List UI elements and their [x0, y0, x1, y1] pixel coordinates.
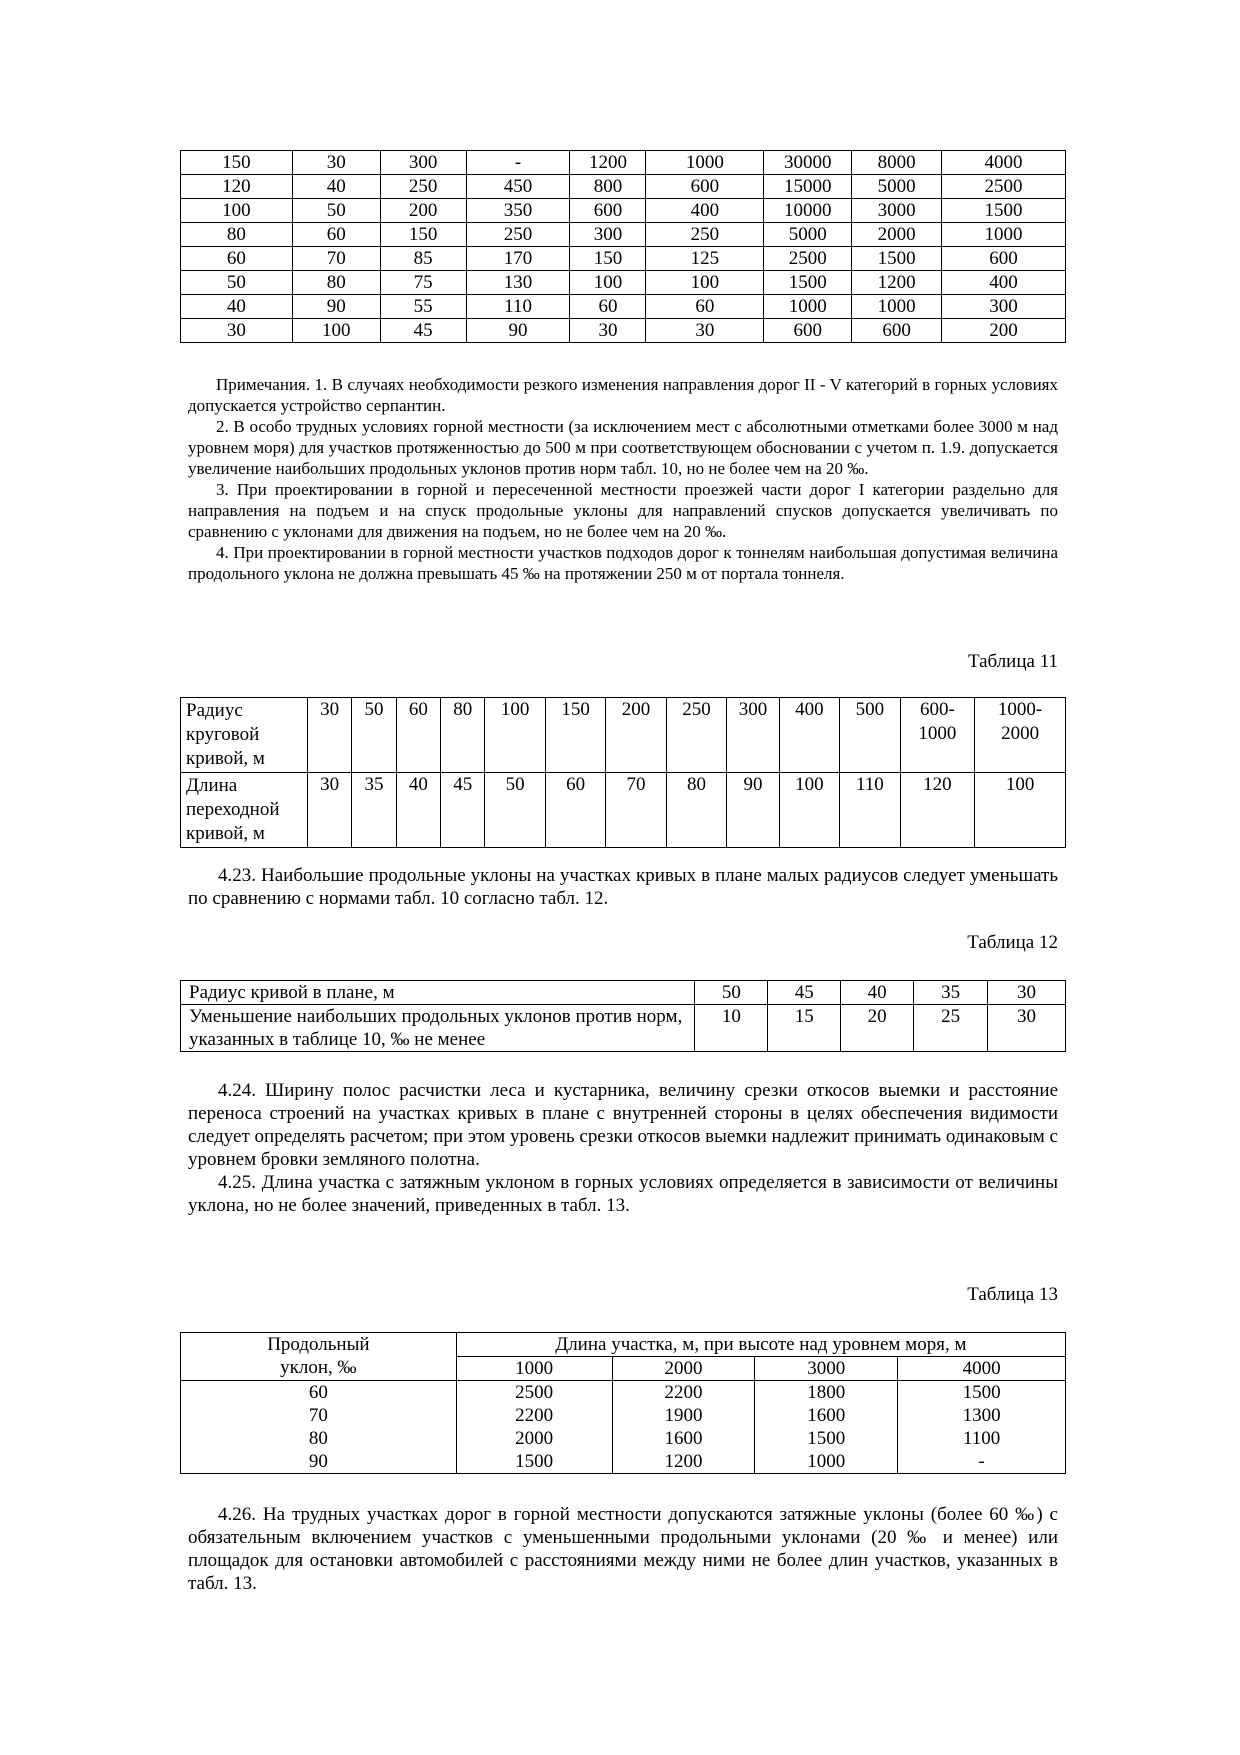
table-cell: 1000 [764, 295, 852, 319]
transition-length-value: 100 [779, 773, 839, 848]
table-cell: 30 [570, 319, 646, 343]
table-13 [180, 1332, 1066, 1474]
table-cell: 1000 [852, 295, 942, 319]
table-cell: 60 [570, 295, 646, 319]
table-cell: 70 [292, 247, 380, 271]
table-row [181, 151, 1066, 175]
table-cell: 1000 [942, 223, 1066, 247]
grade-reduction-value: 20 [841, 1005, 914, 1052]
table-cell: 1800 [755, 1381, 898, 1405]
transition-length-value: 90 [727, 773, 779, 848]
table-12-caption: Таблица 12 [967, 932, 1058, 953]
table-row [181, 1427, 1066, 1450]
table-cell: 400 [646, 199, 764, 223]
table-row [181, 271, 1066, 295]
note-3: 3. При проектировании в горной и пересеченной местности проезжей части дорог I категории раздельно для направления на подъем и на спуск продольные уклоны для направлений спусков допускается увеличивать по сравнению с уклонами для движения на подъем, но не более чем на 20 ‰. [188, 480, 1058, 541]
curve-radius-value: 40 [841, 981, 914, 1005]
table-cell: 1000 [646, 151, 764, 175]
radius-value: 200 [606, 698, 666, 773]
table-row [181, 1381, 1066, 1405]
transition-length-value: 45 [441, 773, 485, 848]
table-cell: 250 [646, 223, 764, 247]
transition-length-value: 35 [352, 773, 396, 848]
table-cell: - [898, 1450, 1066, 1474]
table-cell: 2000 [852, 223, 942, 247]
radius-value: 500 [840, 698, 900, 773]
table-cell: 1100 [898, 1427, 1066, 1450]
table-cell: 1500 [942, 199, 1066, 223]
table-cell: 110 [466, 295, 570, 319]
table-cell: 55 [380, 295, 466, 319]
transition-length-value: 30 [308, 773, 352, 848]
grade-reduction-value: 10 [695, 1005, 768, 1052]
table-cell: 40 [181, 295, 293, 319]
table-cell: 40 [292, 175, 380, 199]
table-cell: 90 [181, 1450, 457, 1474]
table-cell: 60 [181, 1381, 457, 1405]
table-cell: 60 [181, 247, 293, 271]
table-cell: 60 [646, 295, 764, 319]
radius-value: 150 [545, 698, 605, 773]
transition-length-value: 60 [545, 773, 605, 848]
table-cell: 2500 [942, 175, 1066, 199]
radius-value: 100 [485, 698, 545, 773]
table-cell: 90 [466, 319, 570, 343]
table-cell: 50 [181, 271, 293, 295]
table-cell: 2500 [456, 1381, 612, 1405]
table-cell: 10000 [764, 199, 852, 223]
table-cell: 600 [646, 175, 764, 199]
row-label-radius: Радиус круговой кривой, м [181, 698, 308, 773]
transition-length-value: 110 [840, 773, 900, 848]
table-cell: 130 [466, 271, 570, 295]
table-cell: 8000 [852, 151, 942, 175]
table-cell: 1500 [456, 1450, 612, 1474]
table-cell: 200 [380, 199, 466, 223]
table-cell: 100 [646, 271, 764, 295]
altitude-header: 3000 [755, 1357, 898, 1381]
radius-value: 600- 1000 [900, 698, 975, 773]
row-label-transition-length: Длина переходной кривой, м [181, 773, 308, 848]
table-cell: 2500 [764, 247, 852, 271]
table-cell: 170 [466, 247, 570, 271]
table-cell: 85 [380, 247, 466, 271]
table-cell: 600 [942, 247, 1066, 271]
table-cell: 600 [764, 319, 852, 343]
table-cell: 3000 [852, 199, 942, 223]
radius-value: 50 [352, 698, 396, 773]
table-row [181, 175, 1066, 199]
table-cell: 100 [292, 319, 380, 343]
table-11-caption: Таблица 11 [967, 651, 1058, 672]
row-label-grade-reduction: Уменьшение наибольших продольных уклонов против норм, указанных в таблице 10, ‰ не менее [181, 1005, 695, 1052]
table-11 [180, 697, 1066, 848]
table-cell: 1600 [612, 1427, 755, 1450]
table-cell: 450 [466, 175, 570, 199]
table-cell: 90 [292, 295, 380, 319]
table-cell: 300 [942, 295, 1066, 319]
table-cell: 30 [646, 319, 764, 343]
table-cell: 50 [292, 199, 380, 223]
table-cell: 1200 [612, 1450, 755, 1474]
table-row [181, 1450, 1066, 1474]
table-cell: 120 [181, 175, 293, 199]
paragraph-4-24: 4.24. Ширину полос расчистки леса и кустарника, величину срезки откосов выемки и расстояние переноса строений на участках кривых в плане с внутренней стороны в целях обеспечения видимости следует определять расчетом; при этом уровень срезки откосов выемки надлежит принимать одинаковым с уровнем бровки земляного полотна. [188, 1080, 1058, 1170]
altitude-header: 4000 [898, 1357, 1066, 1381]
table-cell: 1300 [898, 1404, 1066, 1427]
radius-value: 300 [727, 698, 779, 773]
table-cell: 30000 [764, 151, 852, 175]
transition-length-value: 100 [975, 773, 1066, 848]
table-row [181, 199, 1066, 223]
paragraph-4-25: 4.25. Длина участка с затяжным уклоном в горных условиях определяется в зависимости от величины уклона, но не более значений, приведенных в табл. 13. [188, 1172, 1058, 1216]
table-cell: 1500 [755, 1427, 898, 1450]
curve-radius-value: 35 [914, 981, 988, 1005]
table-cell: 45 [380, 319, 466, 343]
table-row [181, 247, 1066, 271]
altitude-header: 1000 [456, 1357, 612, 1381]
table-cell: 100 [181, 199, 293, 223]
curve-radius-value: 30 [988, 981, 1066, 1005]
grade-reduction-value: 25 [914, 1005, 988, 1052]
table-cell: 125 [646, 247, 764, 271]
table-cell: 2200 [456, 1404, 612, 1427]
table-row [181, 223, 1066, 247]
table-13-caption: Таблица 13 [967, 1284, 1058, 1305]
note-1: Примечания. 1. В случаях необходимости резкого изменения направления дорог II - V категорий в горных условиях допускается устройство серпантин. [188, 375, 1058, 415]
table-cell: 30 [292, 151, 380, 175]
table-cell: 600 [852, 319, 942, 343]
table-10-notes [188, 374, 1058, 584]
altitude-header: 2000 [612, 1357, 755, 1381]
transition-length-value: 50 [485, 773, 545, 848]
table-cell: 15000 [764, 175, 852, 199]
radius-value: 250 [666, 698, 726, 773]
transition-length-value: 120 [900, 773, 975, 848]
table-cell: 1200 [852, 271, 942, 295]
grade-reduction-value: 15 [768, 1005, 841, 1052]
table-cell: 1500 [852, 247, 942, 271]
table-cell: 5000 [852, 175, 942, 199]
table-cell: 4000 [942, 151, 1066, 175]
transition-length-value: 40 [396, 773, 440, 848]
table-cell: 150 [570, 247, 646, 271]
table-cell: 150 [181, 151, 293, 175]
table-cell: 5000 [764, 223, 852, 247]
table-cell: - [466, 151, 570, 175]
header-length: Длина участка, м, при высоте над уровнем моря, м [456, 1333, 1065, 1357]
table-cell: 600 [570, 199, 646, 223]
table-cell: 1000 [755, 1450, 898, 1474]
table-row [181, 319, 1066, 343]
note-2: 2. В особо трудных условиях горной местности (за исключением мест с абсолютными отметками более 3000 м над уровнем моря) для участков протяженностью до 500 м при соответствующем обосновании с учетом п. 1.9. допускается увеличение наибольших продольных уклонов против норм табл. 10, но не более чем на 20 ‰. [188, 417, 1058, 478]
table-cell: 75 [380, 271, 466, 295]
paragraph-4-26: 4.26. На трудных участках дорог в горной местности допускаются затяжные уклоны (более 60 ‰) с обязательным включением участков с уменьшенными продольными уклонами (20 ‰ и менее) или площадок для остановки автомобилей с расстояниями между ними не более длин участков, указанных в табл. 13. [188, 1504, 1058, 1594]
row-label-curve-radius: Радиус кривой в плане, м [181, 981, 695, 1005]
table-cell: 250 [466, 223, 570, 247]
transition-length-value: 70 [606, 773, 666, 848]
table-row [181, 1404, 1066, 1427]
note-4: 4. При проектировании в горной местности участков подходов дорог к тоннелям наибольшая допустимая величина продольного уклона не должна превышать 45 ‰ на протяжении 250 м от портала тоннеля. [188, 543, 1058, 583]
table-cell: 150 [380, 223, 466, 247]
radius-value: 60 [396, 698, 440, 773]
table-10-continuation [180, 150, 1066, 343]
table-cell: 1500 [764, 271, 852, 295]
table-cell: 80 [292, 271, 380, 295]
radius-value: 1000- 2000 [975, 698, 1066, 773]
table-cell: 300 [570, 223, 646, 247]
table-cell: 30 [181, 319, 293, 343]
table-cell: 300 [380, 151, 466, 175]
table-cell: 60 [292, 223, 380, 247]
radius-value: 30 [308, 698, 352, 773]
table-cell: 80 [181, 223, 293, 247]
paragraph-4-23: 4.23. Наибольшие продольные уклоны на участках кривых в плане малых радиусов следует уменьшать по сравнению с нормами табл. 10 согласно табл. 12. [188, 865, 1058, 909]
paragraphs-4-24-4-25 [188, 1079, 1058, 1217]
table-cell: 100 [570, 271, 646, 295]
table-12 [180, 980, 1066, 1052]
table-cell: 1500 [898, 1381, 1066, 1405]
table-row [181, 295, 1066, 319]
table-cell: 800 [570, 175, 646, 199]
radius-value: 80 [441, 698, 485, 773]
table-cell: 80 [181, 1427, 457, 1450]
table-cell: 200 [942, 319, 1066, 343]
radius-value: 400 [779, 698, 839, 773]
curve-radius-value: 45 [768, 981, 841, 1005]
table-cell: 400 [942, 271, 1066, 295]
table-cell: 1200 [570, 151, 646, 175]
header-grade: Продольный уклон, ‰ [181, 1333, 457, 1381]
table-cell: 70 [181, 1404, 457, 1427]
transition-length-value: 80 [666, 773, 726, 848]
grade-reduction-value: 30 [988, 1005, 1066, 1052]
table-cell: 250 [380, 175, 466, 199]
table-cell: 2200 [612, 1381, 755, 1405]
curve-radius-value: 50 [695, 981, 768, 1005]
table-cell: 1600 [755, 1404, 898, 1427]
table-cell: 350 [466, 199, 570, 223]
table-cell: 2000 [456, 1427, 612, 1450]
table-cell: 1900 [612, 1404, 755, 1427]
